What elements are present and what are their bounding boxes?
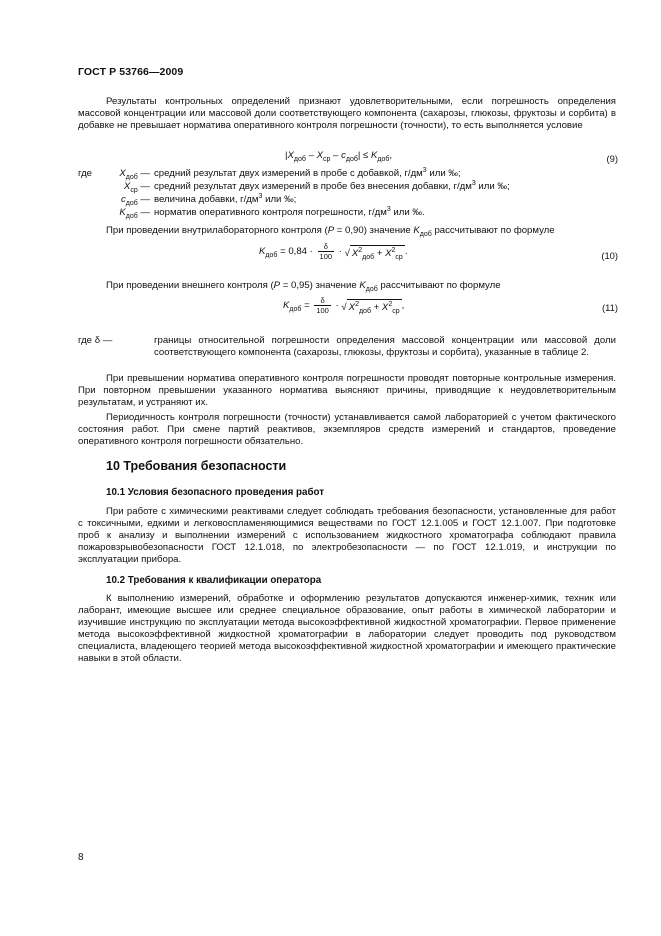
formula-number-10: (10): [601, 250, 618, 261]
def-symbol-sub: доб: [125, 173, 138, 181]
formula-part: доб: [265, 251, 278, 259]
formula-part: доб: [289, 305, 302, 313]
fraction: [318, 242, 335, 261]
formula-part: |: [285, 150, 288, 161]
text-part: K: [359, 280, 366, 291]
text-part: = 0,90) значение: [334, 225, 414, 236]
formula-number-9: (9): [606, 153, 618, 164]
formula-part: доб: [345, 155, 358, 163]
text-part: = 0,95) значение: [280, 280, 360, 291]
formula-part: +: [374, 247, 386, 259]
def-tail: или ‰;: [262, 194, 297, 205]
def-symbol: c: [120, 194, 126, 205]
formula-number-11: (11): [602, 302, 618, 313]
formula-11: [283, 296, 404, 315]
def-tail: или ‰;: [426, 168, 461, 179]
text-part: P: [273, 280, 281, 291]
def-tail: или ‰;: [475, 181, 510, 192]
formula-part: –: [305, 150, 317, 161]
text-part: P: [327, 225, 335, 236]
where-prefix: [78, 335, 112, 347]
square-root: √ $X^2_{доб} + X^2_{ср}$: [344, 246, 403, 261]
paragraph-operator-qualification: К выполнению измерений, обработке и оформлению результатов допускаются инженер-химик, техник или лаборант, имеющие высшее или среднее специальное образование, опыт работы в химической лаборатории и изучившие инструкцию по эксплуатации метода высокоэффективной жидкостной хроматографии. Первое применение метода высокоэффективной жидкостной хроматографии в лаборатории следует проводить под руководством специалиста, владеющего теорией метода высокоэффективной жидкостной хроматографии и имеющего практические навыки в этой области.: [78, 593, 616, 665]
formula-9: [285, 150, 392, 161]
formula-part: доб: [358, 307, 371, 315]
subsection-10-1-heading: 10.1 Условия безопасного проведения работ: [106, 487, 325, 498]
text-part: доб: [419, 230, 432, 238]
fraction-denominator: 100: [316, 306, 329, 315]
formula-part: 2: [388, 300, 393, 308]
formula-part: | ≤: [357, 150, 371, 161]
where-word: где: [78, 335, 93, 346]
formula-part: =: [301, 300, 313, 312]
formula-10: [259, 242, 408, 261]
formula-part: X: [351, 247, 359, 259]
formula-part: доб: [362, 253, 375, 261]
text-part: рассчитывают по формуле: [431, 225, 555, 236]
formula-part: X: [381, 301, 389, 313]
formula-part: ·: [336, 246, 345, 258]
formula-part: X: [385, 247, 392, 259]
formula-part: K: [370, 150, 378, 161]
formula-part: .: [404, 246, 408, 258]
subsection-10-2-heading: 10.2 Требования к квалификации оператора: [106, 575, 322, 586]
formula-part: ·: [332, 300, 342, 312]
def-symbol: X: [119, 168, 126, 179]
paragraph-repeat-measurements: При превышении норматива оперативного контроля погрешности проводят повторные контрольные измерения. При повторном превышении указанного норматива выясняют причины, приводящие к неудовлетворительным результатам, и устраняют их.: [78, 373, 616, 409]
def-text: средний результат двух измерений в пробе без внесения добавки, г/дм: [154, 181, 472, 192]
delta-symbol: δ: [94, 335, 101, 346]
formula-part: 2: [355, 300, 359, 308]
formula-part: X: [348, 301, 356, 313]
paragraph-safety-conditions: При работе с химическими реактивами следует соблюдать требования безопасности, установленные для работ с токсичными, едкими и легковоспламеняющимися веществами по ГОСТ 12.1.005 и ГОСТ 12.1.007. При подготовке проб к анализу и выполнении измерений с использованием жидкостного хроматографа соблюдают правила пожаровзрывобезопасности ГОСТ 12.1.018, по электробезопасности — по ГОСТ 12.1.019, и инструкции по эксплуатации прибора.: [78, 506, 616, 566]
formula-part: X: [316, 150, 323, 161]
formula-part: ср: [395, 253, 403, 261]
fraction: [314, 296, 331, 315]
paragraph-external-control: [106, 280, 621, 292]
def-dash: —: [137, 168, 150, 179]
document-code-header: ГОСТ Р 53766—2009: [78, 66, 184, 78]
formula-part: –: [330, 150, 342, 161]
paragraph-control-periodicity: Периодичность контроля погрешности (точности) устанавливается самой лабораторией с учетом фактического состояния работ. При смене партий реактивов, экземпляров средств измерений и стандартов, проведение оперативного контроля погрешности обязательно.: [78, 412, 616, 448]
def-symbol-sub: ср: [130, 186, 138, 194]
def-dash: —: [137, 194, 150, 205]
formula-part: 2: [358, 246, 363, 254]
fraction-denominator: 100: [319, 252, 333, 261]
fraction-numerator: δ: [318, 242, 335, 252]
def-text: норматив оперативного контроля погрешности, г/дм: [154, 207, 387, 218]
def-symbol: X: [123, 181, 131, 192]
def-dash: —: [137, 207, 150, 218]
def-symbol-sub: доб: [125, 199, 138, 207]
section-10-heading: 10 Требования безопасности: [106, 459, 287, 473]
def-symbol-sub: доб: [125, 212, 138, 220]
formula-part: K: [283, 300, 290, 312]
formula-part: доб: [377, 155, 390, 163]
fraction-numerator: δ: [314, 296, 331, 306]
formula-part: ,: [389, 150, 393, 161]
def-sup: 3: [258, 192, 263, 200]
def-dash: —: [137, 181, 150, 192]
where-prefix: где: [78, 168, 93, 179]
formula-part: ,: [401, 300, 405, 312]
formula-part: X: [287, 150, 294, 161]
def-text: средний результат двух измерений в пробе с добавкой, г/дм: [154, 168, 423, 179]
def-tail: или ‰.: [390, 207, 425, 218]
formula-part: = 0,84 ·: [277, 246, 316, 258]
def-symbol: K: [119, 207, 126, 218]
formula-part: c: [341, 150, 346, 161]
def-sup: 3: [422, 166, 427, 174]
formula-part: ср: [322, 155, 331, 163]
formula-part: +: [370, 301, 382, 313]
def-sup: 3: [471, 179, 476, 187]
page-number: 8: [78, 852, 84, 863]
square-root: √ $X^2_{доб} + X^2_{ср}$: [341, 300, 400, 315]
formula-part: ср: [392, 307, 400, 315]
text-part: K: [413, 225, 420, 236]
text-part: При проведении внутрилабораторного контроля (: [106, 225, 328, 236]
definition-delta: границы относительной погрешности определения массовой концентрации или массовой доли соответствующего компонента (сахарозы, глюкозы, фруктозы и сорбита), указанные в таблице 2.: [154, 335, 616, 359]
formula-part: 2: [391, 246, 396, 254]
def-dash: —: [100, 335, 113, 346]
formula-part: доб: [293, 155, 306, 163]
def-text: величина добавки, г/дм: [154, 194, 259, 205]
text-part: При проведении внешнего контроля (: [106, 280, 274, 291]
text-part: доб: [365, 285, 378, 293]
formula-part: K: [259, 246, 266, 258]
text-part: рассчитывают по формуле: [377, 280, 501, 291]
paragraph-internal-control: [106, 225, 621, 237]
def-sup: 3: [386, 205, 391, 213]
paragraph-control-results: Результаты контрольных определений признают удовлетворительными, если погрешность определения массовой концентрации или массовой доли соответствующего компонента (сахарозы, глюкозы, фруктозы и сорбита) в добавке не превышает норматива оперативного контроля погрешности (точности), то есть выполняется условие: [78, 96, 616, 132]
